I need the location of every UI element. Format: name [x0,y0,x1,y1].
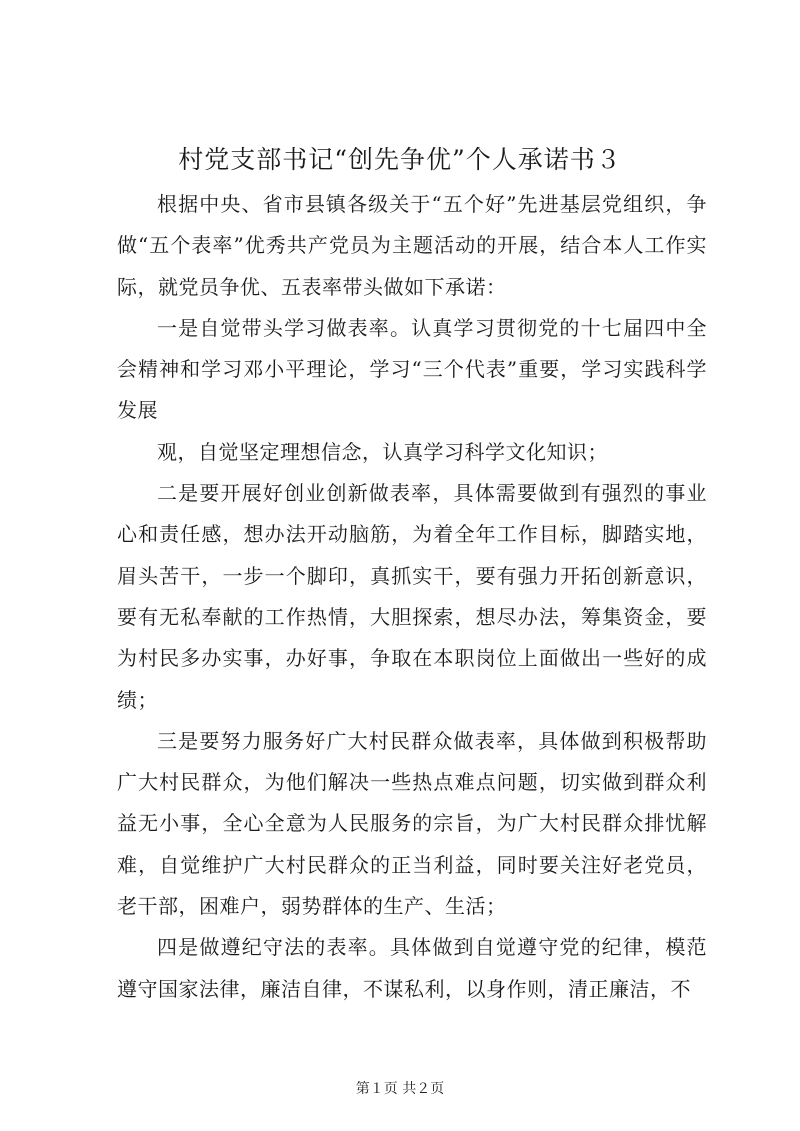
page-number-label: 第１页 共２页 [355,1081,445,1097]
paragraph-commitment-2: 二是要开展好创业创新做表率，具体需要做到有强烈的事业心和责任感，想办法开动脑筋，为着全年工作目标，脚踏实地，眉头苦干，一步一个脚印，真抓实干，要有强力开拓创新意识，要有无私奉献的工作热情，大胆探索，想尽办法，筹集资金，要为村民多办实事，办好事，争取在本职岗位上面做出一些好的成绩； [117,481,707,712]
document-body [117,184,707,1010]
document-title: 村党支部书记“创先争优”个人承诺书３ [178,145,622,174]
paragraph-commitment-1-continued: 观，自觉坚定理想信念，认真学习科学文化知识； [157,439,608,464]
paragraph-commitment-4: 四是做遵纪守法的表率。具体做到自觉遵守党的纪律，模范遵守国家法律，廉洁自律，不谋私利，以身作则，清正廉洁，不 [117,935,707,1001]
paragraph-commitment-3: 三是要努力服务好广大村民群众做表率，具体做到积极帮助广大村民群众，为他们解决一些热点难点问题，切实做到群众利益无小事，全心全意为人民服务的宗旨，为广大村民群众排忧解难，自觉维护广大村民群众的正当利益，同时要关注好老党员，老干部，困难户，弱势群体的生产、生活； [117,728,707,919]
paragraph-commitment-1: 一是自觉带头学习做表率。认真学习贯彻党的十七届四中全会精神和学习邓小平理论，学习“三个代表”重要，学习实践科学发展 [117,315,707,423]
page-footer [0,1079,800,1099]
paragraph-intro: 根据中央、省市县镇各级关于“五个好”先进基层党组织，争做“五个表率”优秀共产党员为主题活动的开展，结合本人工作实际，就党员争优、五表率带头做如下承诺： [117,192,707,299]
